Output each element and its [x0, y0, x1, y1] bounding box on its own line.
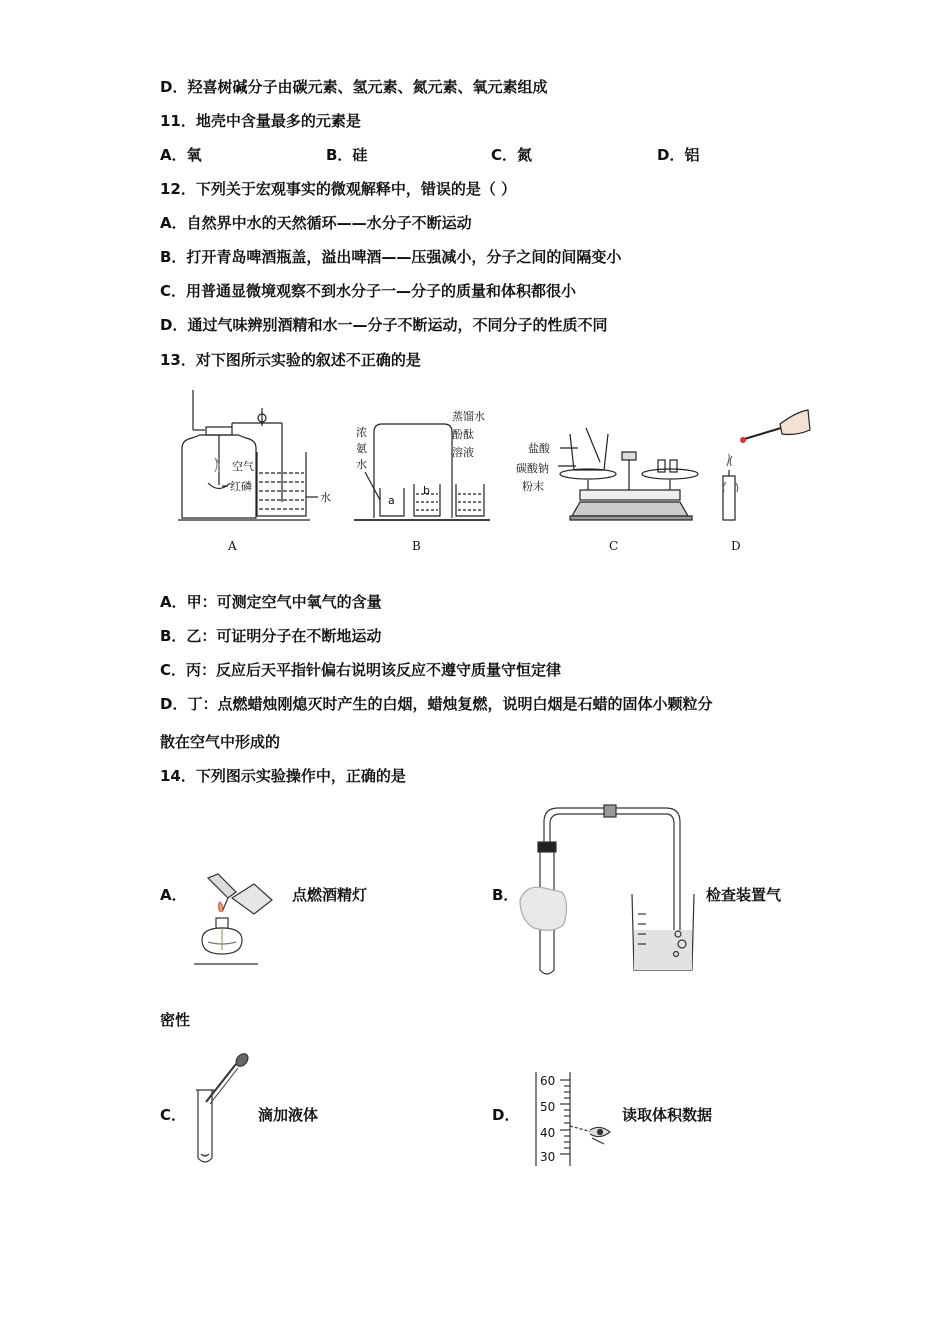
label-solution: 溶液: [452, 446, 474, 459]
apparatus-b-ammonia: [354, 409, 490, 520]
q14-option-b-text: 检查装置气: [706, 886, 782, 904]
q12-option-b: B．打开青岛啤酒瓶盖，溢出啤酒——压强减小，分子之间的间隔变小: [160, 248, 622, 266]
q10-option-d: D．羟喜树碱分子由碳元素、氢元素、氮元素、氧元素组成: [160, 78, 548, 96]
label-hydrochloric-acid: 盐酸: [528, 442, 550, 455]
graduated-cylinder-figure: [530, 1068, 630, 1170]
q13-figure: [160, 390, 820, 560]
q14-option-d-letter: D．: [492, 1106, 520, 1124]
q13-stem: 13．对下图所示实验的叙述不正确的是: [160, 351, 421, 369]
tick-40: 40: [540, 1126, 556, 1140]
label-distilled-water: 蒸馏水: [452, 410, 485, 423]
q14-option-c-letter: C．: [160, 1106, 187, 1124]
label-red-phosphorus: 红磷: [230, 480, 252, 493]
q13-option-c: C．丙：反应后天平指针偏右说明该反应不遵守质量守恒定律: [160, 661, 562, 679]
q12-stem: 12．下列关于宏观事实的微观解释中，错误的是（ ）: [160, 180, 517, 198]
tick-60: 60: [540, 1074, 556, 1088]
label-sodium-carbonate: 碳酸钠: [516, 462, 549, 475]
apparatus-d-candle: [723, 410, 810, 520]
figure-label-b: B: [412, 539, 421, 553]
q13-option-d-continued: 散在空气中形成的: [160, 733, 281, 751]
q13-option-b: B．乙：可证明分子在不断地运动: [160, 627, 382, 645]
q11-option-c: C．氮: [491, 146, 533, 164]
q12-option-c: C．用普通显微境观察不到水分子一—分子的质量和体积都很小: [160, 282, 577, 300]
q14-option-a-letter: A．: [160, 886, 187, 904]
figure-label-a: A: [228, 539, 237, 553]
tick-30: 30: [540, 1150, 556, 1164]
q14-option-c-text: 滴加液体: [258, 1106, 319, 1124]
tick-50: 50: [540, 1100, 556, 1114]
apparatus-a-red-phosphorus: [178, 390, 331, 520]
q14-option-a-text: 点燃酒精灯: [292, 886, 368, 904]
q13-option-a: A．甲：可测定空气中氧气的含量: [160, 593, 382, 611]
label-ammonia-1: 浓: [356, 426, 367, 439]
q14-stem: 14．下列图示实验操作中，正确的是: [160, 767, 406, 785]
label-water: 水: [320, 491, 331, 504]
q13-option-d: D．丁：点燃蜡烛刚熄灭时产生的白烟，蜡烛复燃，说明白烟是石蜡的固体小颗粒分: [160, 695, 713, 713]
label-phenolphthalein: 酚酞: [452, 428, 474, 441]
q12-option-a: A．自然界中水的天然循环——水分子不断运动: [160, 214, 472, 232]
figure-label-c: C: [609, 539, 619, 553]
q14-option-b-continued: 密性: [160, 1011, 191, 1029]
q11-option-a: A．氧: [160, 146, 202, 164]
alcohol-lamp-figure: [188, 868, 288, 976]
label-air: 空气: [232, 460, 254, 473]
label-b: b: [423, 484, 430, 497]
q11-stem: 11．地壳中含量最多的元素是: [160, 112, 361, 130]
label-a: a: [388, 494, 395, 507]
label-ammonia-3: 水: [356, 458, 367, 471]
figure-label-d: D: [731, 539, 741, 553]
q12-option-d: D．通过气味辨别酒精和水一—分子不断运动，不同分子的性质不同: [160, 316, 608, 334]
q14-option-b-letter: B．: [492, 886, 519, 904]
apparatus-c-balance: [516, 428, 698, 520]
q11-option-b: B．硅: [326, 146, 368, 164]
q14-option-d-text: 读取体积数据: [622, 1106, 713, 1124]
q11-option-d: D．铝: [657, 146, 700, 164]
label-ammonia-2: 氨: [356, 442, 367, 455]
dropper-figure: [192, 1050, 254, 1168]
label-powder: 粉末: [522, 480, 544, 493]
airtightness-check-figure: [516, 802, 696, 980]
